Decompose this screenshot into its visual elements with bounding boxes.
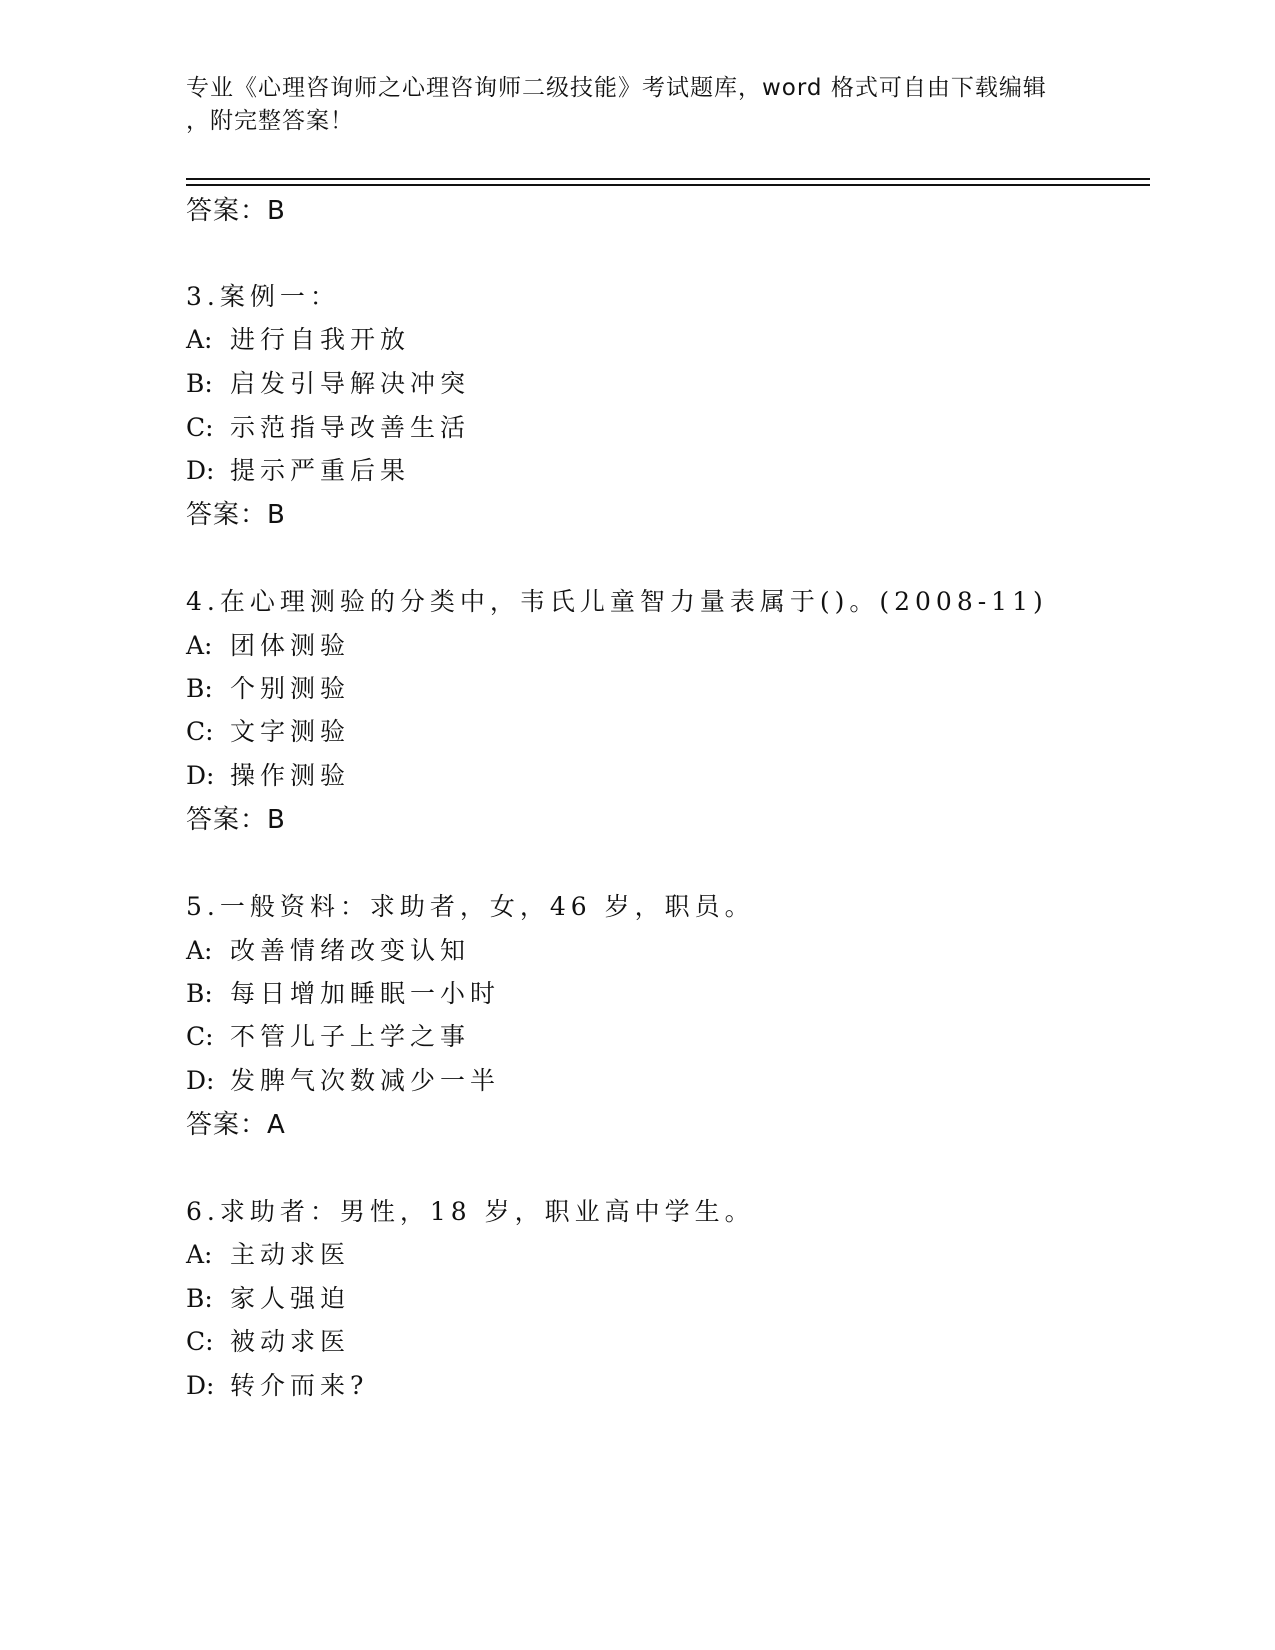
- answer-line: 答案：B: [186, 805, 286, 835]
- answer-line: 答案：A: [186, 1110, 286, 1140]
- option-text: 转介而来?: [230, 1371, 369, 1400]
- option-key: D:: [186, 761, 215, 790]
- question-stem: 5.一般资料：求助者，女，46 岁，职员。: [186, 892, 755, 921]
- option-text: 改善情绪改变认知: [230, 936, 471, 965]
- option-line: [186, 1061, 500, 1097]
- option-text: 主动求医: [230, 1240, 351, 1269]
- option-line: [186, 1366, 368, 1402]
- option-line: [186, 931, 470, 967]
- option-line: [186, 974, 500, 1010]
- option-line: [186, 1322, 350, 1358]
- option-line: [186, 320, 410, 356]
- option-line: [186, 669, 350, 705]
- option-text: 进行自我开放: [230, 325, 411, 354]
- option-key: A:: [186, 1240, 213, 1269]
- option-line: [186, 408, 470, 444]
- option-text: 示范指导改善生活: [230, 413, 471, 442]
- option-key: A:: [186, 936, 213, 965]
- question-stem: 4.在心理测验的分类中，韦氏儿童智力量表属于()。(2008-11): [186, 587, 1048, 616]
- option-key: B:: [186, 369, 213, 398]
- option-line: [186, 626, 350, 662]
- option-key: D:: [186, 1066, 215, 1095]
- option-line: [186, 1235, 350, 1271]
- option-key: C:: [186, 413, 214, 442]
- option-key: A:: [186, 325, 213, 354]
- question-stem: 3.案例一：: [186, 282, 340, 311]
- question-stem: 6.求助者：男性，18 岁，职业高中学生。: [186, 1197, 755, 1226]
- option-key: B:: [186, 979, 213, 1008]
- option-text: 个别测验: [230, 674, 351, 703]
- option-key: B:: [186, 1284, 213, 1313]
- option-key: D:: [186, 456, 215, 485]
- option-key: C:: [186, 717, 214, 746]
- option-key: C:: [186, 1022, 214, 1051]
- option-line: [186, 1017, 470, 1053]
- option-line: [186, 364, 470, 400]
- option-text: 启发引导解决冲突: [230, 369, 471, 398]
- option-text: 发脾气次数减少一半: [230, 1066, 501, 1095]
- option-key: C:: [186, 1327, 214, 1356]
- option-key: B:: [186, 674, 213, 703]
- option-line: [186, 451, 410, 487]
- option-text: 家人强迫: [230, 1284, 351, 1313]
- option-text: 提示严重后果: [230, 456, 411, 485]
- option-line: [186, 756, 350, 792]
- option-key: A:: [186, 631, 213, 660]
- option-key: D:: [186, 1371, 215, 1400]
- option-text: 不管儿子上学之事: [230, 1022, 471, 1051]
- option-text: 每日增加睡眠一小时: [230, 979, 501, 1008]
- option-line: [186, 712, 350, 748]
- option-text: 文字测验: [230, 717, 351, 746]
- document-header: 专业《心理咨询师之心理咨询师二级技能》考试题库，word 格式可自由下载编辑 ，附完整答案！: [186, 75, 1047, 134]
- header-rule-top: [186, 178, 1150, 180]
- option-text: 团体测验: [230, 631, 351, 660]
- answer-line: 答案：B: [186, 500, 286, 530]
- header-rule-bottom: [186, 184, 1150, 186]
- option-text: 被动求医: [230, 1327, 351, 1356]
- option-line: [186, 1279, 350, 1315]
- answer-line: 答案：B: [186, 196, 286, 226]
- option-text: 操作测验: [230, 761, 351, 790]
